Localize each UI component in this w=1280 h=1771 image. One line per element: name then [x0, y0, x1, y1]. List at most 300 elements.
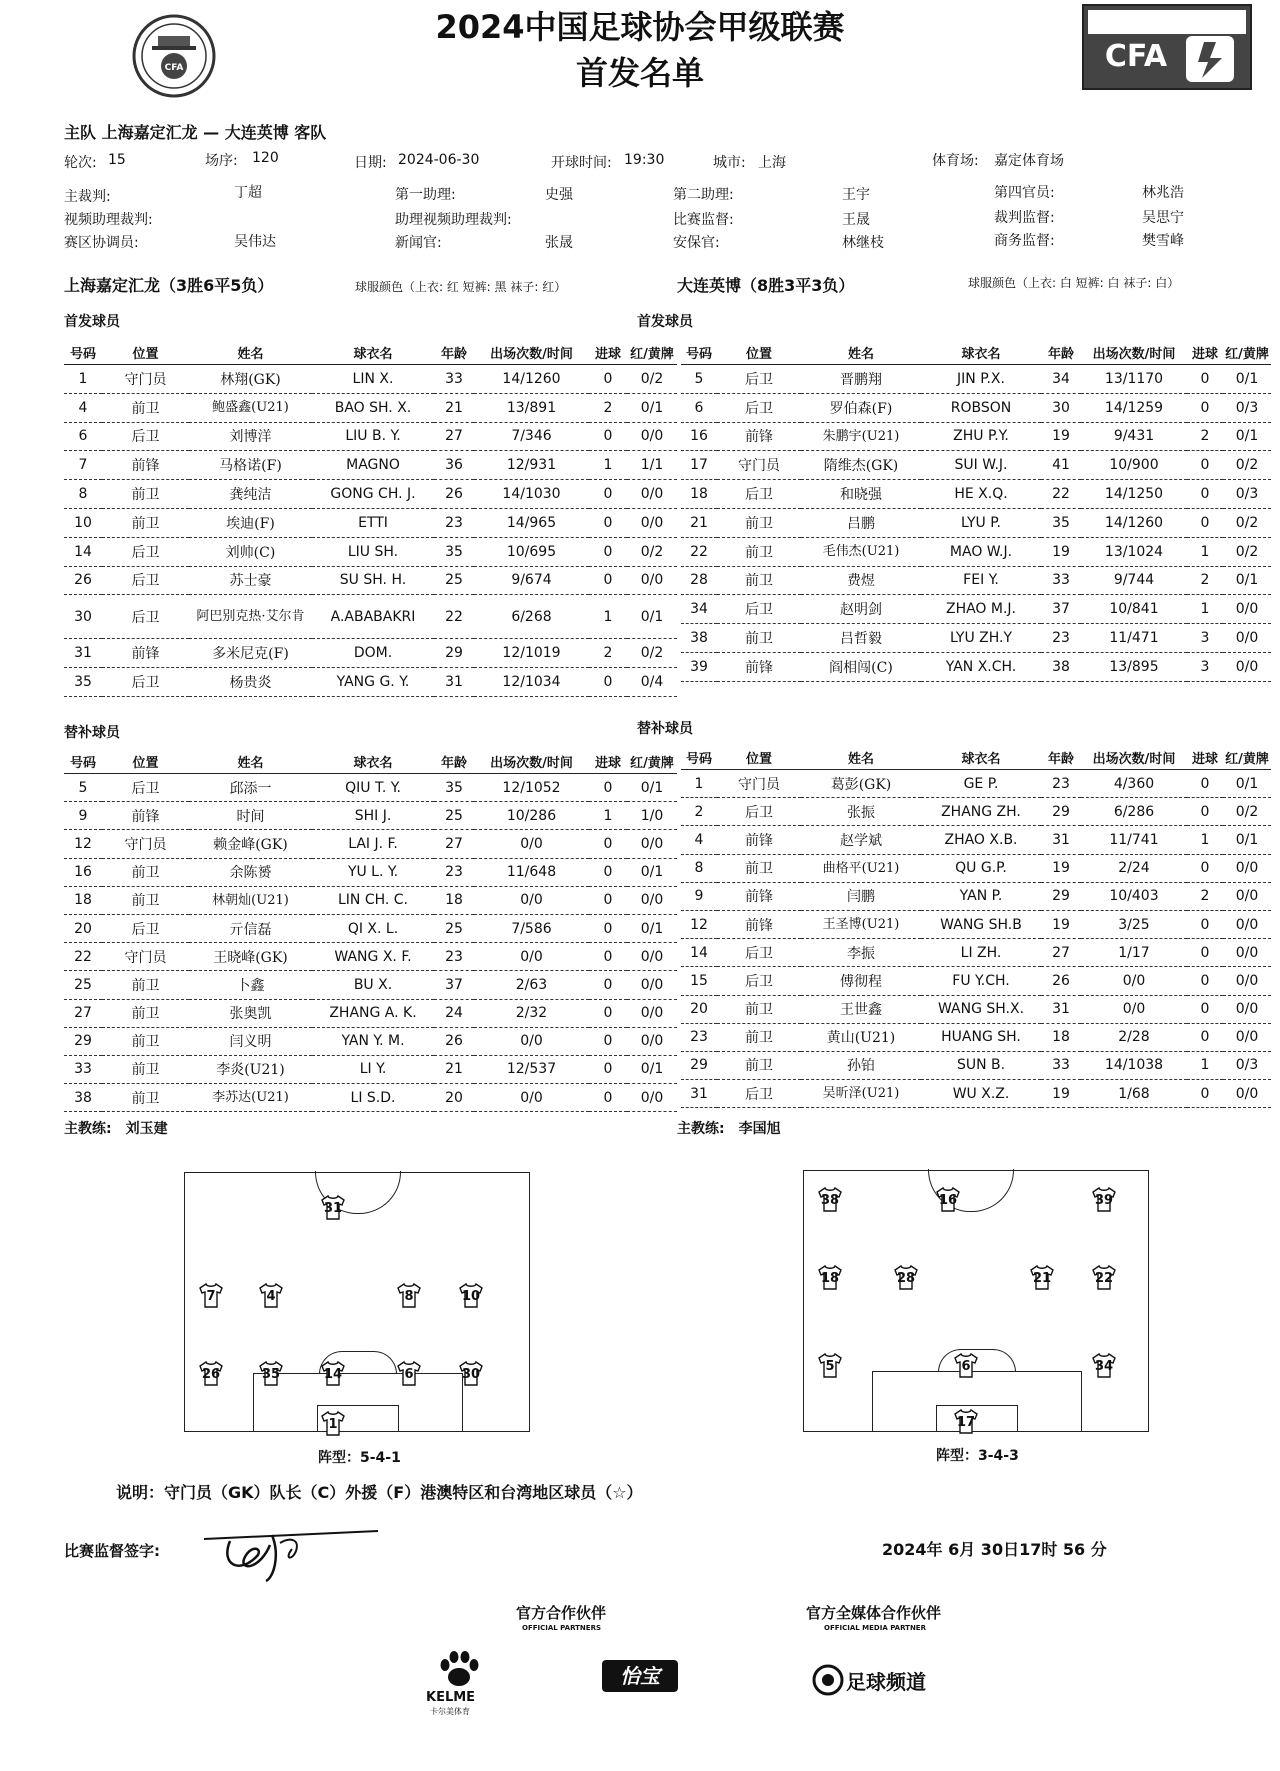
cell-position: 后卫: [717, 1080, 801, 1108]
cell-number: 16: [64, 858, 102, 886]
cell-appearances: 12/1034: [474, 668, 589, 697]
table-row: [64, 422, 677, 451]
away-formation-pitch: [803, 1170, 1149, 1432]
cell-age: 19: [1041, 422, 1081, 451]
cell-age: 23: [434, 943, 474, 971]
cell-cards: 0/0: [627, 422, 677, 451]
table-row: [64, 595, 677, 639]
cell-appearances: 13/891: [474, 393, 589, 422]
table-row: [681, 939, 1271, 967]
cell-cards: 0/0: [627, 1027, 677, 1055]
player-marker-number: 6: [961, 1359, 971, 1374]
col-name: 姓名: [801, 340, 921, 365]
cell-cards: 0/0: [627, 1084, 677, 1112]
cell-position: 前卫: [717, 537, 801, 566]
player-marker: [934, 1185, 962, 1213]
cell-cards: 0/0: [627, 830, 677, 858]
cell-age: 26: [1041, 967, 1081, 995]
player-marker: [1028, 1263, 1056, 1291]
cell-shirt-name: WANG X. F.: [312, 943, 434, 971]
player-marker-number: 26: [201, 1367, 221, 1382]
cell-number: 38: [64, 1084, 102, 1112]
cell-appearances: 10/403: [1081, 882, 1187, 910]
cell-shirt-name: ZHANG ZH.: [921, 798, 1041, 826]
assistant2-value: 王宇: [842, 187, 870, 203]
col-goals: 进球: [1187, 745, 1223, 770]
cell-appearances: 14/1030: [474, 480, 589, 509]
col-goals: 进球: [1187, 340, 1223, 365]
cell-position: 后卫: [717, 393, 801, 422]
away-starters-label: 首发球员: [637, 314, 693, 330]
cell-position: 前锋: [717, 826, 801, 854]
col-age: 年龄: [434, 749, 474, 774]
signature-label: 比赛监督签字:: [64, 1542, 160, 1560]
cell-player-name: 吕鹏: [801, 508, 921, 537]
cell-appearances: 13/895: [1081, 652, 1187, 681]
cell-appearances: 0/0: [474, 943, 589, 971]
cell-number: 38: [681, 624, 717, 653]
table-header-row: [64, 749, 677, 774]
cell-number: 16: [681, 422, 717, 451]
cell-player-name: 刘博洋: [189, 422, 312, 451]
home-starters-label: 首发球员: [64, 314, 120, 330]
cell-age: 35: [434, 537, 474, 566]
cell-shirt-name: ROBSON: [921, 393, 1041, 422]
col-cards: 红/黄牌: [1223, 745, 1271, 770]
cell-position: 前锋: [717, 910, 801, 938]
cell-number: 1: [64, 365, 102, 394]
cell-position: 后卫: [102, 914, 189, 942]
cell-cards: 0/2: [627, 537, 677, 566]
cell-number: 8: [681, 854, 717, 882]
cell-position: 前卫: [717, 508, 801, 537]
cell-age: 31: [1041, 995, 1081, 1023]
cell-age: 35: [1041, 508, 1081, 537]
cell-age: 31: [434, 668, 474, 697]
col-number: 号码: [64, 749, 102, 774]
cell-goals: 1: [1187, 595, 1223, 624]
col-position: 位置: [102, 340, 189, 365]
col-age: 年龄: [434, 340, 474, 365]
player-marker-number: 30: [461, 1367, 481, 1382]
cell-goals: 0: [1187, 770, 1223, 798]
cell-age: 29: [1041, 798, 1081, 826]
cell-player-name: 闫义明: [189, 1027, 312, 1055]
cell-position: 后卫: [717, 967, 801, 995]
cell-player-name: 杨贵炎: [189, 668, 312, 697]
cell-goals: 0: [589, 774, 627, 802]
table-row: [64, 1027, 677, 1055]
table-row: [64, 858, 677, 886]
cell-position: 前卫: [717, 854, 801, 882]
cell-number: 12: [64, 830, 102, 858]
kickoff-value: 19:30: [624, 152, 665, 168]
col-position: 位置: [717, 745, 801, 770]
cell-shirt-name: ETTI: [312, 508, 434, 537]
assistant1-value: 史强: [545, 187, 573, 203]
cell-position: 后卫: [102, 595, 189, 639]
player-marker: [952, 1407, 980, 1435]
media-partner-en: OFFICIAL MEDIA PARTNER: [824, 1624, 926, 1632]
cell-cards: 0/1: [1223, 770, 1271, 798]
cell-number: 1: [681, 770, 717, 798]
player-marker-number: 18: [820, 1271, 840, 1286]
cell-player-name: 晋鹏翔: [801, 365, 921, 394]
cell-age: 25: [434, 914, 474, 942]
cell-appearances: 0/0: [474, 1027, 589, 1055]
cell-appearances: 10/841: [1081, 595, 1187, 624]
away-head-coach: 主教练: 李国旭: [677, 1121, 781, 1137]
commissioner-signature: [200, 1525, 380, 1583]
col-shirt-name: 球衣名: [312, 340, 434, 365]
cell-goals: 0: [1187, 854, 1223, 882]
table-row: [681, 770, 1271, 798]
table-header-row: [681, 340, 1271, 365]
cell-goals: 0: [1187, 1023, 1223, 1051]
cell-shirt-name: JIN P.X.: [921, 365, 1041, 394]
cell-appearances: 14/1260: [1081, 508, 1187, 537]
cell-player-name: 和晓强: [801, 480, 921, 509]
cell-player-name: 赖金峰(GK): [189, 830, 312, 858]
cell-goals: 0: [589, 365, 627, 394]
col-cards: 红/黄牌: [627, 749, 677, 774]
cell-age: 29: [434, 639, 474, 668]
cell-number: 20: [681, 995, 717, 1023]
cell-cards: 0/2: [1223, 451, 1271, 480]
cell-cards: 0/2: [1223, 798, 1271, 826]
table-row: [64, 508, 677, 537]
table-row: [681, 624, 1271, 653]
cfa-league-text: CFA: [1104, 39, 1168, 74]
cell-age: 33: [434, 365, 474, 394]
cell-goals: 0: [1187, 967, 1223, 995]
cell-age: 21: [434, 1055, 474, 1083]
table-row: [64, 365, 677, 394]
player-marker-number: 21: [1032, 1271, 1052, 1286]
cell-shirt-name: SUN B.: [921, 1051, 1041, 1079]
assistant1-label: 第一助理:: [395, 187, 456, 203]
cell-cards: 0/2: [1223, 537, 1271, 566]
cell-shirt-name: QIU T. Y.: [312, 774, 434, 802]
table-row: [64, 1055, 677, 1083]
cell-player-name: 赵明剑: [801, 595, 921, 624]
match-number-value: 120: [252, 150, 279, 166]
col-name: 姓名: [189, 749, 312, 774]
cell-goals: 0: [589, 1055, 627, 1083]
player-marker-number: 38: [820, 1193, 840, 1208]
cell-position: 前锋: [717, 882, 801, 910]
cell-shirt-name: WANG SH.X.: [921, 995, 1041, 1023]
cell-position: 前锋: [102, 451, 189, 480]
cell-age: 29: [1041, 882, 1081, 910]
col-position: 位置: [717, 340, 801, 365]
cell-goals: 0: [589, 1084, 627, 1112]
yibao-logo: 怡宝: [602, 1660, 678, 1692]
cell-cards: 0/0: [627, 943, 677, 971]
cell-player-name: 埃迪(F): [189, 508, 312, 537]
cfa-league-logo: [1082, 4, 1252, 90]
table-row: [681, 652, 1271, 681]
date-value: 2024-06-30: [398, 152, 480, 168]
commercial-supervisor-value: 樊雪峰: [1142, 233, 1184, 249]
referee-assessor-label: 裁判监督:: [994, 210, 1055, 226]
cell-appearances: 1/17: [1081, 939, 1187, 967]
cell-shirt-name: LIN X.: [312, 365, 434, 394]
cell-goals: 0: [1187, 508, 1223, 537]
cell-appearances: 3/25: [1081, 910, 1187, 938]
cell-cards: 0/1: [627, 774, 677, 802]
cell-shirt-name: BU X.: [312, 971, 434, 999]
cell-appearances: 11/648: [474, 858, 589, 886]
cell-shirt-name: BAO SH. X.: [312, 393, 434, 422]
cell-age: 30: [1041, 393, 1081, 422]
cell-position: 守门员: [102, 365, 189, 394]
cell-position: 前卫: [102, 1055, 189, 1083]
cell-player-name: 阎相闯(C): [801, 652, 921, 681]
security-officer-value: 林继枝: [842, 235, 884, 251]
table-row: [64, 830, 677, 858]
cell-player-name: 罗伯森(F): [801, 393, 921, 422]
media-partner-label: 官方全媒体合作伙伴: [806, 1604, 942, 1622]
cell-shirt-name: WU X.Z.: [921, 1080, 1041, 1108]
cell-cards: 0/3: [1223, 393, 1271, 422]
table-row: [64, 914, 677, 942]
cell-player-name: 阿巴别克热·艾尔肯: [189, 595, 312, 639]
cell-number: 7: [64, 451, 102, 480]
home-head-coach: 主教练: 刘玉建: [64, 1121, 168, 1137]
cell-cards: 1/1: [627, 451, 677, 480]
table-row: [64, 480, 677, 509]
round-value: 15: [108, 152, 126, 168]
player-marker-number: 34: [1094, 1359, 1114, 1374]
cell-position: 前卫: [717, 1051, 801, 1079]
cell-goals: 0: [589, 537, 627, 566]
cell-position: 前锋: [102, 639, 189, 668]
cell-shirt-name: SHI J.: [312, 802, 434, 830]
away-kit-colors: 球服颜色（上衣: 白 短裤: 白 袜子: 白）: [968, 276, 1180, 290]
cell-number: 9: [64, 802, 102, 830]
cell-shirt-name: SU SH. H.: [312, 566, 434, 595]
press-officer-label: 新闻官:: [395, 235, 442, 251]
cell-player-name: 鲍盛鑫(U21): [189, 393, 312, 422]
player-marker-number: 8: [404, 1289, 414, 1304]
player-marker-number: 14: [323, 1367, 343, 1382]
cell-goals: 3: [1187, 624, 1223, 653]
col-shirt-name: 球衣名: [921, 745, 1041, 770]
cell-number: 18: [681, 480, 717, 509]
player-marker: [457, 1281, 485, 1309]
cell-cards: 0/0: [1223, 652, 1271, 681]
cell-shirt-name: FU Y.CH.: [921, 967, 1041, 995]
cell-age: 33: [1041, 566, 1081, 595]
cell-shirt-name: GE P.: [921, 770, 1041, 798]
cell-player-name: 葛彭(GK): [801, 770, 921, 798]
cell-goals: 0: [589, 1027, 627, 1055]
player-marker: [457, 1359, 485, 1387]
col-name: 姓名: [801, 745, 921, 770]
cfa-emblem-text: CFA: [164, 63, 184, 73]
cell-cards: 0/3: [1223, 480, 1271, 509]
table-row: [64, 393, 677, 422]
player-marker-number: 31: [323, 1201, 343, 1216]
cell-age: 19: [1041, 910, 1081, 938]
cell-number: 35: [64, 668, 102, 697]
cell-cards: 0/1: [627, 1055, 677, 1083]
cell-cards: 0/0: [1223, 854, 1271, 882]
cell-age: 23: [1041, 624, 1081, 653]
away-starters-table: [681, 340, 1271, 682]
official-partners-label: 官方合作伙伴: [516, 1604, 607, 1622]
col-age: 年龄: [1041, 340, 1081, 365]
col-appearances: 出场次数/时间: [474, 340, 589, 365]
cell-appearances: 10/695: [474, 537, 589, 566]
cell-position: 后卫: [102, 668, 189, 697]
cell-player-name: 傅彻程: [801, 967, 921, 995]
cell-cards: 0/0: [1223, 1080, 1271, 1108]
col-position: 位置: [102, 749, 189, 774]
cell-shirt-name: YU L. Y.: [312, 858, 434, 886]
cell-shirt-name: YAN Y. M.: [312, 1027, 434, 1055]
coordinator-label: 赛区协调员:: [64, 235, 139, 251]
cell-appearances: 2/63: [474, 971, 589, 999]
football-channel-text: 足球频道: [846, 1670, 926, 1694]
cell-number: 8: [64, 480, 102, 509]
cell-cards: 0/0: [1223, 967, 1271, 995]
table-row: [64, 537, 677, 566]
player-marker: [816, 1263, 844, 1291]
cell-age: 33: [1041, 1051, 1081, 1079]
assistant2-label: 第二助理:: [673, 187, 734, 203]
player-marker-number: 22: [1094, 1271, 1114, 1286]
cell-age: 36: [434, 451, 474, 480]
cell-player-name: 王晓峰(GK): [189, 943, 312, 971]
cell-number: 31: [64, 639, 102, 668]
away-starters-body: [681, 365, 1271, 682]
cell-age: 35: [434, 774, 474, 802]
cell-position: 前卫: [717, 995, 801, 1023]
match-commissioner-label: 比赛监督:: [673, 212, 734, 228]
table-row: [681, 910, 1271, 938]
cell-number: 25: [64, 971, 102, 999]
cell-number: 29: [64, 1027, 102, 1055]
cell-player-name: 亓信磊: [189, 914, 312, 942]
cell-player-name: 张振: [801, 798, 921, 826]
home-formation-label: 阵型：5-4-1: [318, 1450, 401, 1466]
cell-player-name: 苏士豪: [189, 566, 312, 595]
cell-number: 10: [64, 508, 102, 537]
cell-age: 18: [1041, 1023, 1081, 1051]
player-marker-number: 7: [206, 1289, 216, 1304]
cell-number: 6: [64, 422, 102, 451]
col-number: 号码: [64, 340, 102, 365]
cell-goals: 0: [589, 886, 627, 914]
cell-goals: 1: [589, 802, 627, 830]
col-goals: 进球: [589, 340, 627, 365]
cell-age: 23: [434, 508, 474, 537]
cell-shirt-name: ZHU P.Y.: [921, 422, 1041, 451]
player-marker: [197, 1281, 225, 1309]
cell-position: 前卫: [102, 886, 189, 914]
player-marker-number: 6: [404, 1367, 414, 1382]
cell-appearances: 13/1170: [1081, 365, 1187, 394]
col-age: 年龄: [1041, 745, 1081, 770]
home-subs-label: 替补球员: [64, 725, 120, 741]
table-header-row: [64, 340, 677, 365]
cell-appearances: 9/431: [1081, 422, 1187, 451]
kelme-text: KELME: [426, 1690, 476, 1705]
cell-player-name: 邱添一: [189, 774, 312, 802]
cell-position: 后卫: [717, 939, 801, 967]
cell-player-name: 张奥凯: [189, 999, 312, 1027]
cell-goals: 2: [1187, 566, 1223, 595]
table-row: [681, 1051, 1271, 1079]
player-marker-number: 39: [1094, 1193, 1114, 1208]
cell-goals: 1: [589, 595, 627, 639]
cell-player-name: 多米尼克(F): [189, 639, 312, 668]
cell-player-name: 刘帅(C): [189, 537, 312, 566]
cell-number: 33: [64, 1055, 102, 1083]
cell-goals: 2: [589, 639, 627, 668]
cell-shirt-name: LIU B. Y.: [312, 422, 434, 451]
cell-player-name: 马格诺(F): [189, 451, 312, 480]
cell-shirt-name: LYU P.: [921, 508, 1041, 537]
cell-shirt-name: YANG G. Y.: [312, 668, 434, 697]
cell-cards: 0/0: [1223, 1023, 1271, 1051]
cell-appearances: 12/537: [474, 1055, 589, 1083]
cell-age: 23: [1041, 770, 1081, 798]
cell-age: 27: [1041, 939, 1081, 967]
cell-cards: 0/0: [1223, 939, 1271, 967]
cell-player-name: 吴昕泽(U21): [801, 1080, 921, 1108]
col-shirt-name: 球衣名: [921, 340, 1041, 365]
cell-number: 17: [681, 451, 717, 480]
cell-age: 38: [1041, 652, 1081, 681]
cell-appearances: 14/1038: [1081, 1051, 1187, 1079]
cell-shirt-name: LYU ZH.Y: [921, 624, 1041, 653]
cell-position: 前卫: [102, 999, 189, 1027]
cell-goals: 0: [589, 480, 627, 509]
stadium-label: 体育场:: [932, 153, 979, 169]
cell-player-name: 李振: [801, 939, 921, 967]
cell-number: 9: [681, 882, 717, 910]
cell-age: 24: [434, 999, 474, 1027]
cell-appearances: 12/931: [474, 451, 589, 480]
cell-shirt-name: LIU SH.: [312, 537, 434, 566]
table-row: [64, 943, 677, 971]
cell-cards: 0/1: [1223, 826, 1271, 854]
cell-cards: 1/0: [627, 802, 677, 830]
cell-number: 6: [681, 393, 717, 422]
official-partners-en: OFFICIAL PARTNERS: [522, 1624, 602, 1632]
cell-appearances: 10/900: [1081, 451, 1187, 480]
match-number-label: 场序:: [205, 153, 238, 169]
home-formation-pitch: [184, 1172, 530, 1432]
cell-shirt-name: GONG CH. J.: [312, 480, 434, 509]
cell-age: 21: [434, 393, 474, 422]
col-appearances: 出场次数/时间: [1081, 745, 1187, 770]
var-label: 视频助理裁判:: [64, 212, 153, 228]
cell-player-name: 曲格平(U21): [801, 854, 921, 882]
cell-number: 26: [64, 566, 102, 595]
cell-cards: 0/0: [627, 971, 677, 999]
table-row: [681, 995, 1271, 1023]
cell-goals: 3: [1187, 652, 1223, 681]
cell-goals: 0: [1187, 451, 1223, 480]
cell-appearances: 9/744: [1081, 566, 1187, 595]
cell-position: 前卫: [102, 1027, 189, 1055]
cell-number: 27: [64, 999, 102, 1027]
cell-number: 21: [681, 508, 717, 537]
